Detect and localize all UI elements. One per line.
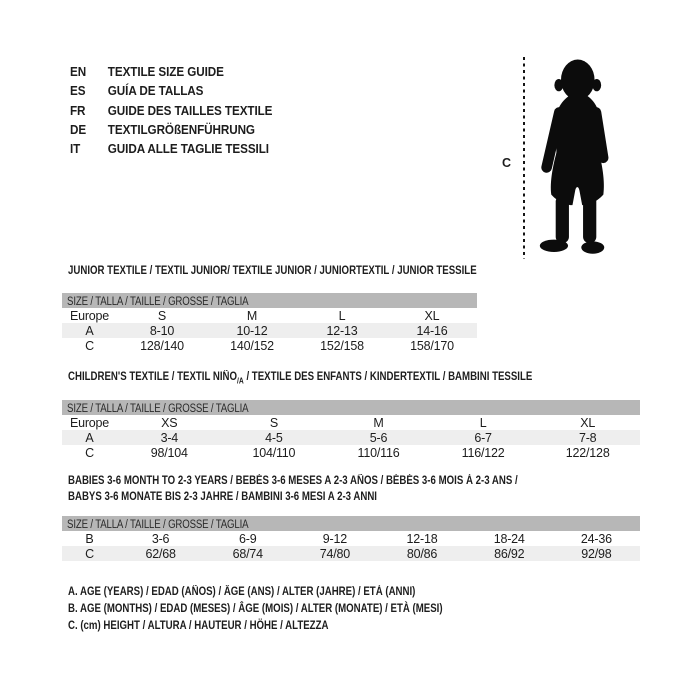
table-row-age — [62, 323, 477, 338]
size-cell: L — [338, 308, 346, 323]
size-cell: 9-12 — [322, 531, 347, 546]
baby-silhouette-icon — [531, 56, 621, 259]
size-cell: 122/128 — [565, 445, 610, 460]
table-header-bar-cell — [62, 516, 640, 531]
size-cell: S — [269, 415, 278, 430]
size-cell: 12-13 — [297, 323, 387, 338]
size-cell: 14-16 — [387, 323, 477, 338]
size-header-text: SIZE / TALLA / TAILLE / GRÖSSE / TAGLIA — [67, 518, 249, 531]
table-header-bar — [62, 400, 640, 415]
table-row-europe — [62, 415, 640, 430]
language-code: ES — [70, 83, 86, 99]
size-header-text: SIZE / TALLA / TAILLE / GRÖSSE / TAGLIA — [67, 295, 249, 308]
size-cell: 6-7 — [431, 430, 536, 445]
size-cell: 68/74 — [204, 546, 291, 561]
size-cell: 4-5 — [222, 430, 327, 445]
size-table-babies — [62, 516, 640, 561]
size-cell: 10-12 — [207, 323, 297, 338]
table-header-bar-cell — [62, 400, 640, 415]
size-cell: 5-6 — [326, 430, 431, 445]
language-code: IT — [70, 141, 81, 157]
size-cell: 18-24 — [493, 531, 525, 546]
size-cell: 74/80 — [291, 546, 378, 561]
language-row — [70, 81, 272, 100]
table-row-height — [62, 445, 640, 460]
table-row-age — [62, 430, 640, 445]
language-label: GUÍA DE TALLAS — [107, 83, 204, 99]
note-height-cm: C. (cm) HEIGHT / ALTURA / HAUTEUR / HÖHE / ALTEZZA — [68, 620, 329, 633]
heading-subscript: /A — [237, 376, 244, 386]
size-cell: 6-9 — [239, 531, 257, 546]
heading-line: BABYS 3-6 MONATE BIS 2-3 JAHRE / BAMBINI 3-6 MESI A 2-3 ANNI — [68, 491, 377, 504]
note-age-months: B. AGE (MONTHS) / EDAD (MESES) / ÂGE (MOIS) / ALTER (MONATE) / ETÀ (MESI) — [68, 603, 443, 616]
row-label: C — [62, 546, 117, 561]
size-cell: L — [479, 415, 487, 430]
size-cell: 98/104 — [150, 445, 188, 460]
size-cell: 92/98 — [553, 546, 640, 561]
size-cell: XS — [161, 415, 178, 430]
height-measure-dashed-line — [523, 57, 525, 259]
note-age-years: A. AGE (YEARS) / EDAD (AÑOS) / ÂGE (ANS) / ALTER (JAHRE) / ETÀ (ANNI) — [68, 586, 416, 598]
language-code: DE — [70, 122, 87, 138]
row-label: C — [85, 338, 94, 353]
section-heading-babies — [68, 473, 518, 505]
size-cell: 128/140 — [140, 338, 184, 353]
language-row — [70, 101, 272, 120]
language-row — [70, 120, 272, 139]
section-heading-children — [68, 371, 532, 385]
table-row-europe — [62, 308, 477, 323]
heading-text: / TEXTILE DES ENFANTS / KINDERTEXTIL / BAMBINI TESSILE — [243, 371, 533, 383]
legend-notes — [68, 584, 443, 636]
size-cell: 158/170 — [410, 338, 454, 353]
size-cell: M — [246, 308, 258, 323]
size-cell: 110/116 — [357, 445, 400, 460]
section-heading-junior: JUNIOR TEXTILE / TEXTIL JUNIOR/ TEXTILE JUNIOR / JUNIORTEXTIL / JUNIOR TESSILE — [68, 265, 477, 277]
size-cell: 7-8 — [535, 430, 640, 445]
language-label: GUIDE DES TAILLES TEXTILE — [107, 102, 273, 118]
size-cell: 152/158 — [320, 338, 364, 353]
heading-line: BABIES 3-6 MONTH TO 2-3 YEARS / BEBÉS 3-6 MESES A 2-3 AÑOS / BÉBÉS 3-6 MOIS À 2-3 ANS / — [68, 475, 518, 487]
height-measure-label: C — [502, 156, 512, 170]
size-cell: 116/122 — [461, 445, 505, 460]
size-cell: 24-36 — [580, 531, 612, 546]
language-row — [70, 139, 272, 158]
table-row-height — [62, 546, 640, 561]
size-cell: M — [373, 415, 384, 430]
size-cell: 104/110 — [252, 445, 296, 460]
size-header-text: SIZE / TALLA / TAILLE / GRÖSSE / TAGLIA — [67, 402, 249, 415]
size-cell: 140/152 — [230, 338, 274, 353]
size-cell: S — [157, 308, 167, 323]
size-cell: 3-4 — [117, 430, 222, 445]
table-header-bar-cell — [62, 293, 477, 308]
language-list — [70, 62, 272, 158]
size-cell: 80/86 — [378, 546, 465, 561]
size-cell: 86/92 — [466, 546, 553, 561]
language-label: TEXTILGRÖßENFÜHRUNG — [107, 122, 255, 138]
table-header-bar — [62, 516, 640, 531]
language-row — [70, 62, 272, 81]
language-code: EN — [70, 64, 87, 80]
row-label: Europe — [69, 308, 110, 323]
table-header-bar — [62, 293, 477, 308]
size-cell: 8-10 — [117, 323, 207, 338]
size-cell: 62/68 — [117, 546, 204, 561]
size-table-children — [62, 400, 640, 460]
row-label: A — [62, 430, 117, 445]
table-row-age-months — [62, 531, 640, 546]
size-cell: 12-18 — [406, 531, 438, 546]
row-label: A — [62, 323, 117, 338]
row-label: C — [85, 445, 94, 460]
heading-text: CHILDREN'S TEXTILE / TEXTIL NIÑO — [68, 371, 238, 383]
size-cell: XL — [424, 308, 440, 323]
row-label: Europe — [69, 415, 110, 430]
table-row-height — [62, 338, 477, 353]
language-label: GUIDA ALLE TAGLIE TESSILI — [107, 141, 269, 157]
language-label: TEXTILE SIZE GUIDE — [107, 64, 224, 80]
size-cell: 3-6 — [151, 531, 170, 546]
row-label: B — [85, 531, 94, 546]
size-cell: XL — [580, 415, 596, 430]
size-table-junior — [62, 293, 477, 353]
language-code: FR — [70, 102, 86, 118]
